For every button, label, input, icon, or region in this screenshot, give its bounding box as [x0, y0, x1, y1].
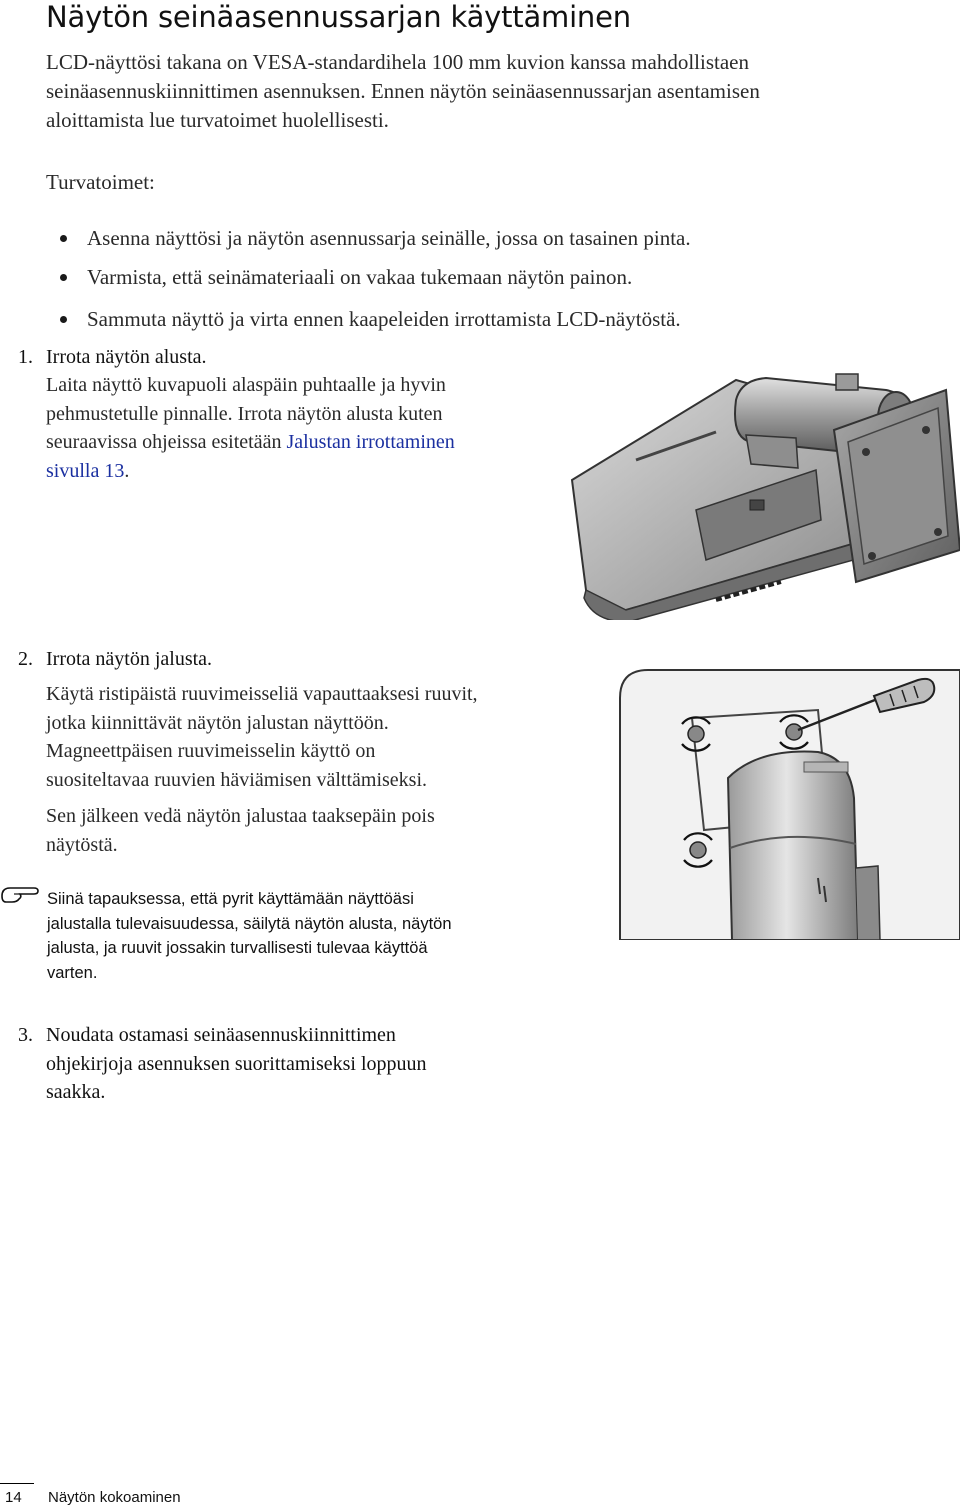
step-2-line: Käytä ristipäistä ruuvimeisseliä vapauttaaksesi ruuvit, [46, 683, 478, 705]
step-1-title: Irrota näytön alusta. [46, 346, 207, 368]
intro-paragraph [46, 48, 760, 135]
monitor-base-illustration [566, 360, 960, 620]
page-title: Näytön seinäasennussarjan käyttäminen [46, 0, 631, 34]
screw-removal-illustration [618, 668, 960, 940]
step-2-line: Sen jälkeen vedä näytön jalustaa taaksepäin pois [46, 805, 435, 827]
intro-line: LCD-näyttösi takana on VESA-standardihela 100 mm kuvion kanssa mahdollistaen [46, 50, 749, 74]
cross-reference-link-page[interactable]: sivulla 13 [46, 459, 125, 482]
step-3-line: saakka. [46, 1081, 106, 1103]
footer-rule [0, 1483, 34, 1484]
cross-reference-link[interactable]: Jalustan irrottaminen [286, 431, 455, 453]
bullet-icon [60, 274, 67, 281]
bullet-icon [60, 235, 67, 242]
step-2-line: suositeltavaa ruuvien häviämisen välttämiseksi. [46, 768, 428, 791]
step-1-line: pehmustetulle pinnalle. Irrota näytön alusta kuten [46, 402, 443, 425]
step-2-number: 2. [18, 648, 33, 670]
step-2-line: Magneettpäisen ruuvimeisselin käyttö on [46, 740, 376, 762]
precaution-text: Sammuta näyttö ja virta ennen kaapeleiden irrottamista LCD-näytöstä. [87, 307, 681, 331]
step-3-title [46, 1021, 427, 1107]
step-2-text-continued [46, 802, 435, 859]
step-2-title: Irrota näytön jalusta. [46, 648, 213, 670]
note-line: Siinä tapauksessa, että pyrit käyttämään näyttöäsi [47, 890, 414, 908]
note-line: jalustalla tulevaisuudessa, säilytä näytön alusta, näytön [47, 914, 452, 933]
chapter-name: Näytön kokoaminen [48, 1489, 181, 1506]
bullet-icon [60, 316, 67, 323]
step-2-text [46, 680, 478, 794]
step-2-line: jotka kiinnittävät näytön jalustan näyttöön. [46, 711, 389, 734]
step-1-line: seuraavissa ohjeissa esitetään Jalustan irrottaminen [46, 431, 455, 453]
precautions-label: Turvatoimet: [46, 170, 155, 194]
step-1-number: 1. [18, 346, 33, 368]
step-1-line: sivulla 13. [46, 459, 130, 482]
step-3-line: Noudata ostamasi seinäasennuskiinnittimen [46, 1024, 396, 1046]
intro-line: seinäasennuskiinnittimen asennuksen. Ennen näytön seinäasennussarjan asentamisen [46, 79, 760, 103]
precaution-text: Asenna näyttösi ja näytön asennussarja seinälle, jossa on tasainen pinta. [87, 226, 691, 250]
page-number: 14 [5, 1489, 22, 1506]
note-text [47, 887, 557, 985]
precaution-item [60, 304, 681, 334]
pointing-hand-icon [0, 882, 40, 904]
intro-line: aloittamista lue turvatoimet huolellisesti. [46, 108, 389, 132]
step-1-line: Laita näyttö kuvapuoli alaspäin puhtaalle ja hyvin [46, 374, 446, 396]
step-3-number: 3. [18, 1024, 33, 1046]
precaution-item [60, 262, 632, 292]
note-line: varten. [47, 963, 98, 982]
step-1-text [46, 371, 455, 485]
step-2-line: näytöstä. [46, 833, 118, 856]
step-3-line: ohjekirjoja asennuksen suorittamiseksi loppuun [46, 1052, 427, 1075]
precaution-text: Varmista, että seinämateriaali on vakaa tukemaan näytön painon. [87, 265, 633, 289]
precaution-item [60, 223, 691, 253]
note-line: jalusta, ja ruuvit jossakin turvallisesti tulevaa käyttöä [47, 939, 428, 957]
